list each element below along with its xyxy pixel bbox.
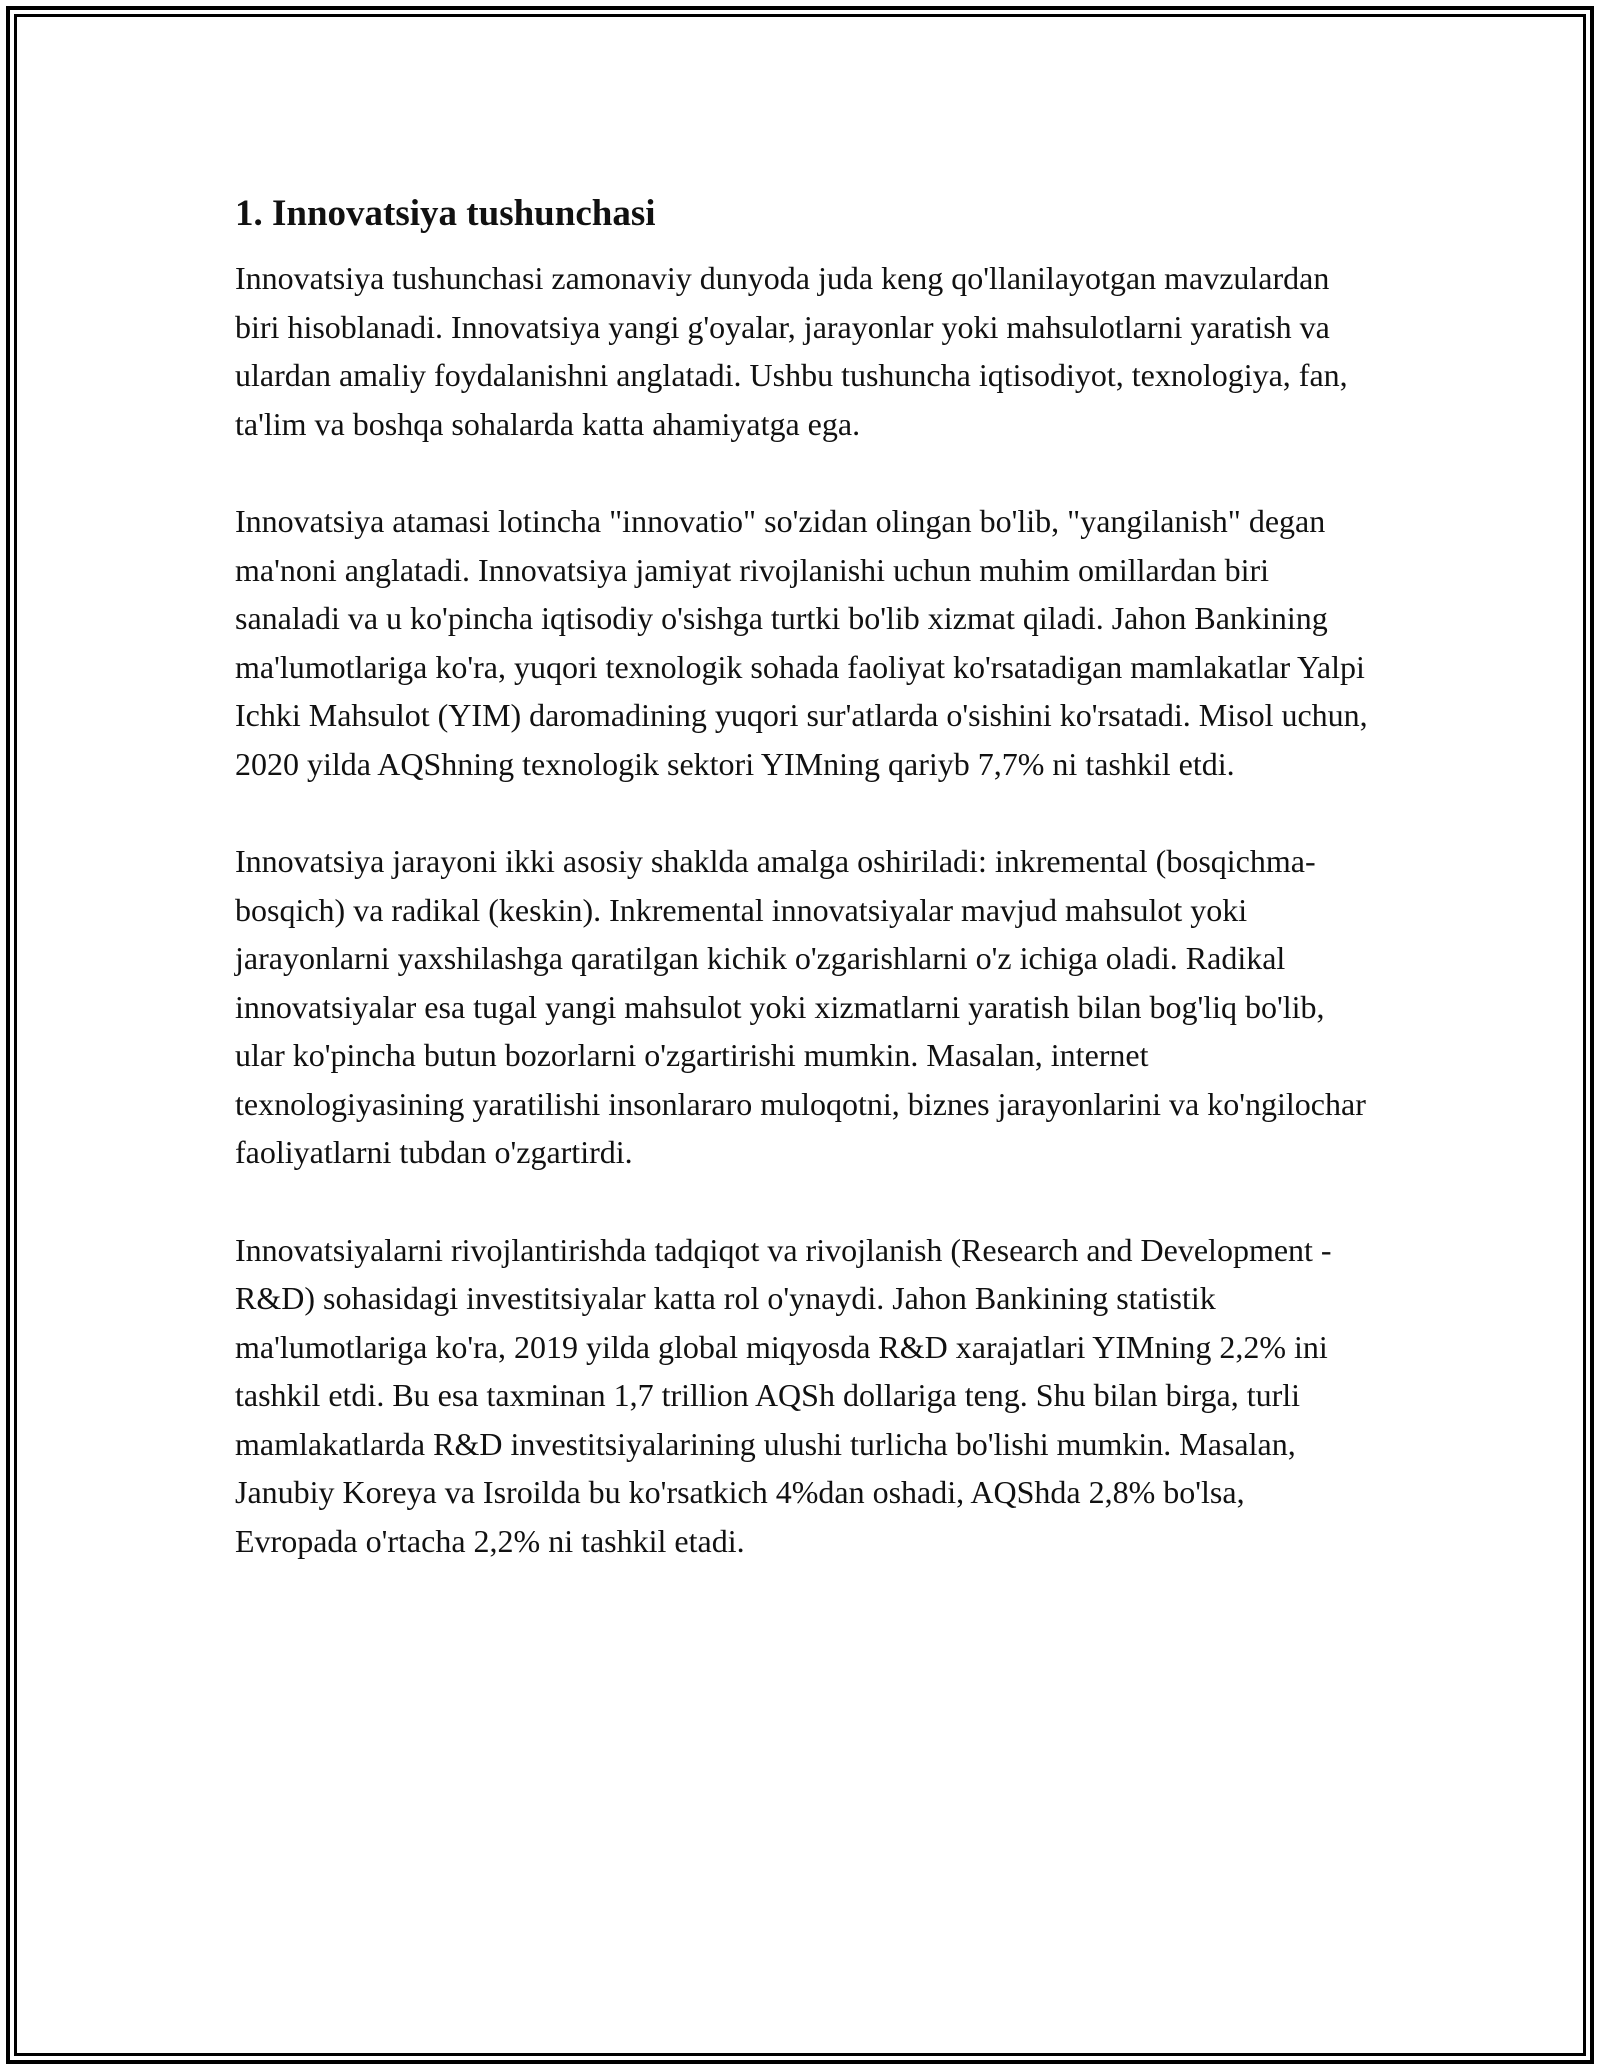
document-body xyxy=(235,186,1375,1614)
paragraph-4: Innovatsiyalarni rivojlantirishda tadqiqot va rivojlanish (Research and Development - R&D) sohasidagi investitsiyalar katta rol o'ynaydi. Jahon Bankining statistik ma'lumotlariga ko'ra, 2019 yilda global miqyosda R&D xarajatlari YIMning 2,2% ini tashkil etdi. Bu esa taxminan 1,7 trillion AQSh dollariga teng. Shu bilan birga, turli mamlakatlarda R&D investitsiyalarining ulushi turlicha bo'lishi mumkin. Masalan, Janubiy Koreya va Isroilda bu ko'rsatkich 4%dan oshadi, AQShda 2,8% bo'lsa, Evropada o'rtacha 2,2% ni tashkil etadi. xyxy=(235,1231,1332,1559)
paragraph-1: Innovatsiya tushunchasi zamonaviy dunyoda juda keng qo'llanilayotgan mavzulardan biri hisoblanadi. Innovatsiya yangi g'oyalar, jarayonlar yoki mahsulotlarni yaratish va ulardan amaliy foydalanishni anglatadi. Ushbu tushuncha iqtisodiyot, texnologiya, fan, ta'lim va boshqa sohalarda katta ahamiyatga ega. xyxy=(235,260,1348,442)
section-heading: 1. Innovatsiya tushunchasi xyxy=(235,193,656,234)
paragraph-3: Innovatsiya jarayoni ikki asosiy shakldа amalga oshiriladi: inkremental (bosqichma-bosqich) va radikal (keskin). Inkremental innovatsiyalar mavjud mahsulot yoki jarayonlarni yaxshilashga qaratilgan kichik o'zgarishlarni o'z ichiga oladi. Radikal innovatsiyalar esa tugal yangi mahsulot yoki xizmatlarni yaratish bilan bog'liq bo'lib, ular ko'pincha butun bozorlarni o'zgartirishi mumkin. Masalan, internet texnologiyasining yaratilishi insonlararo muloqotni, biznes jarayonlarini va ko'ngilochar faoliyatlarni tubdan o'zgartirdi. xyxy=(235,843,1366,1170)
paragraph-2: Innovatsiya atamasi lotincha "innovatio" so'zidan olingan bo'lib, "yangilanish" degan ma'noni anglatadi. Innovatsiya jamiyat rivojlanishi uchun muhim omillardan biri sanaladi va u ko'pincha iqtisodiy o'sishga turtki bo'lib xizmat qiladi. Jahon Bankining ma'lumotlariga ko'ra, yuqori texnologik sohada faoliyat ko'rsatadigan mamlakatlar Yalpi Ichki Mahsulot (YIM) daromadining yuqori sur'atlarda o'sishini ko'rsatadi. Misol uchun, 2020 yilda AQShning texnologik sektori YIMning qariyb 7,7% ni tashkil etdi. xyxy=(235,503,1368,782)
